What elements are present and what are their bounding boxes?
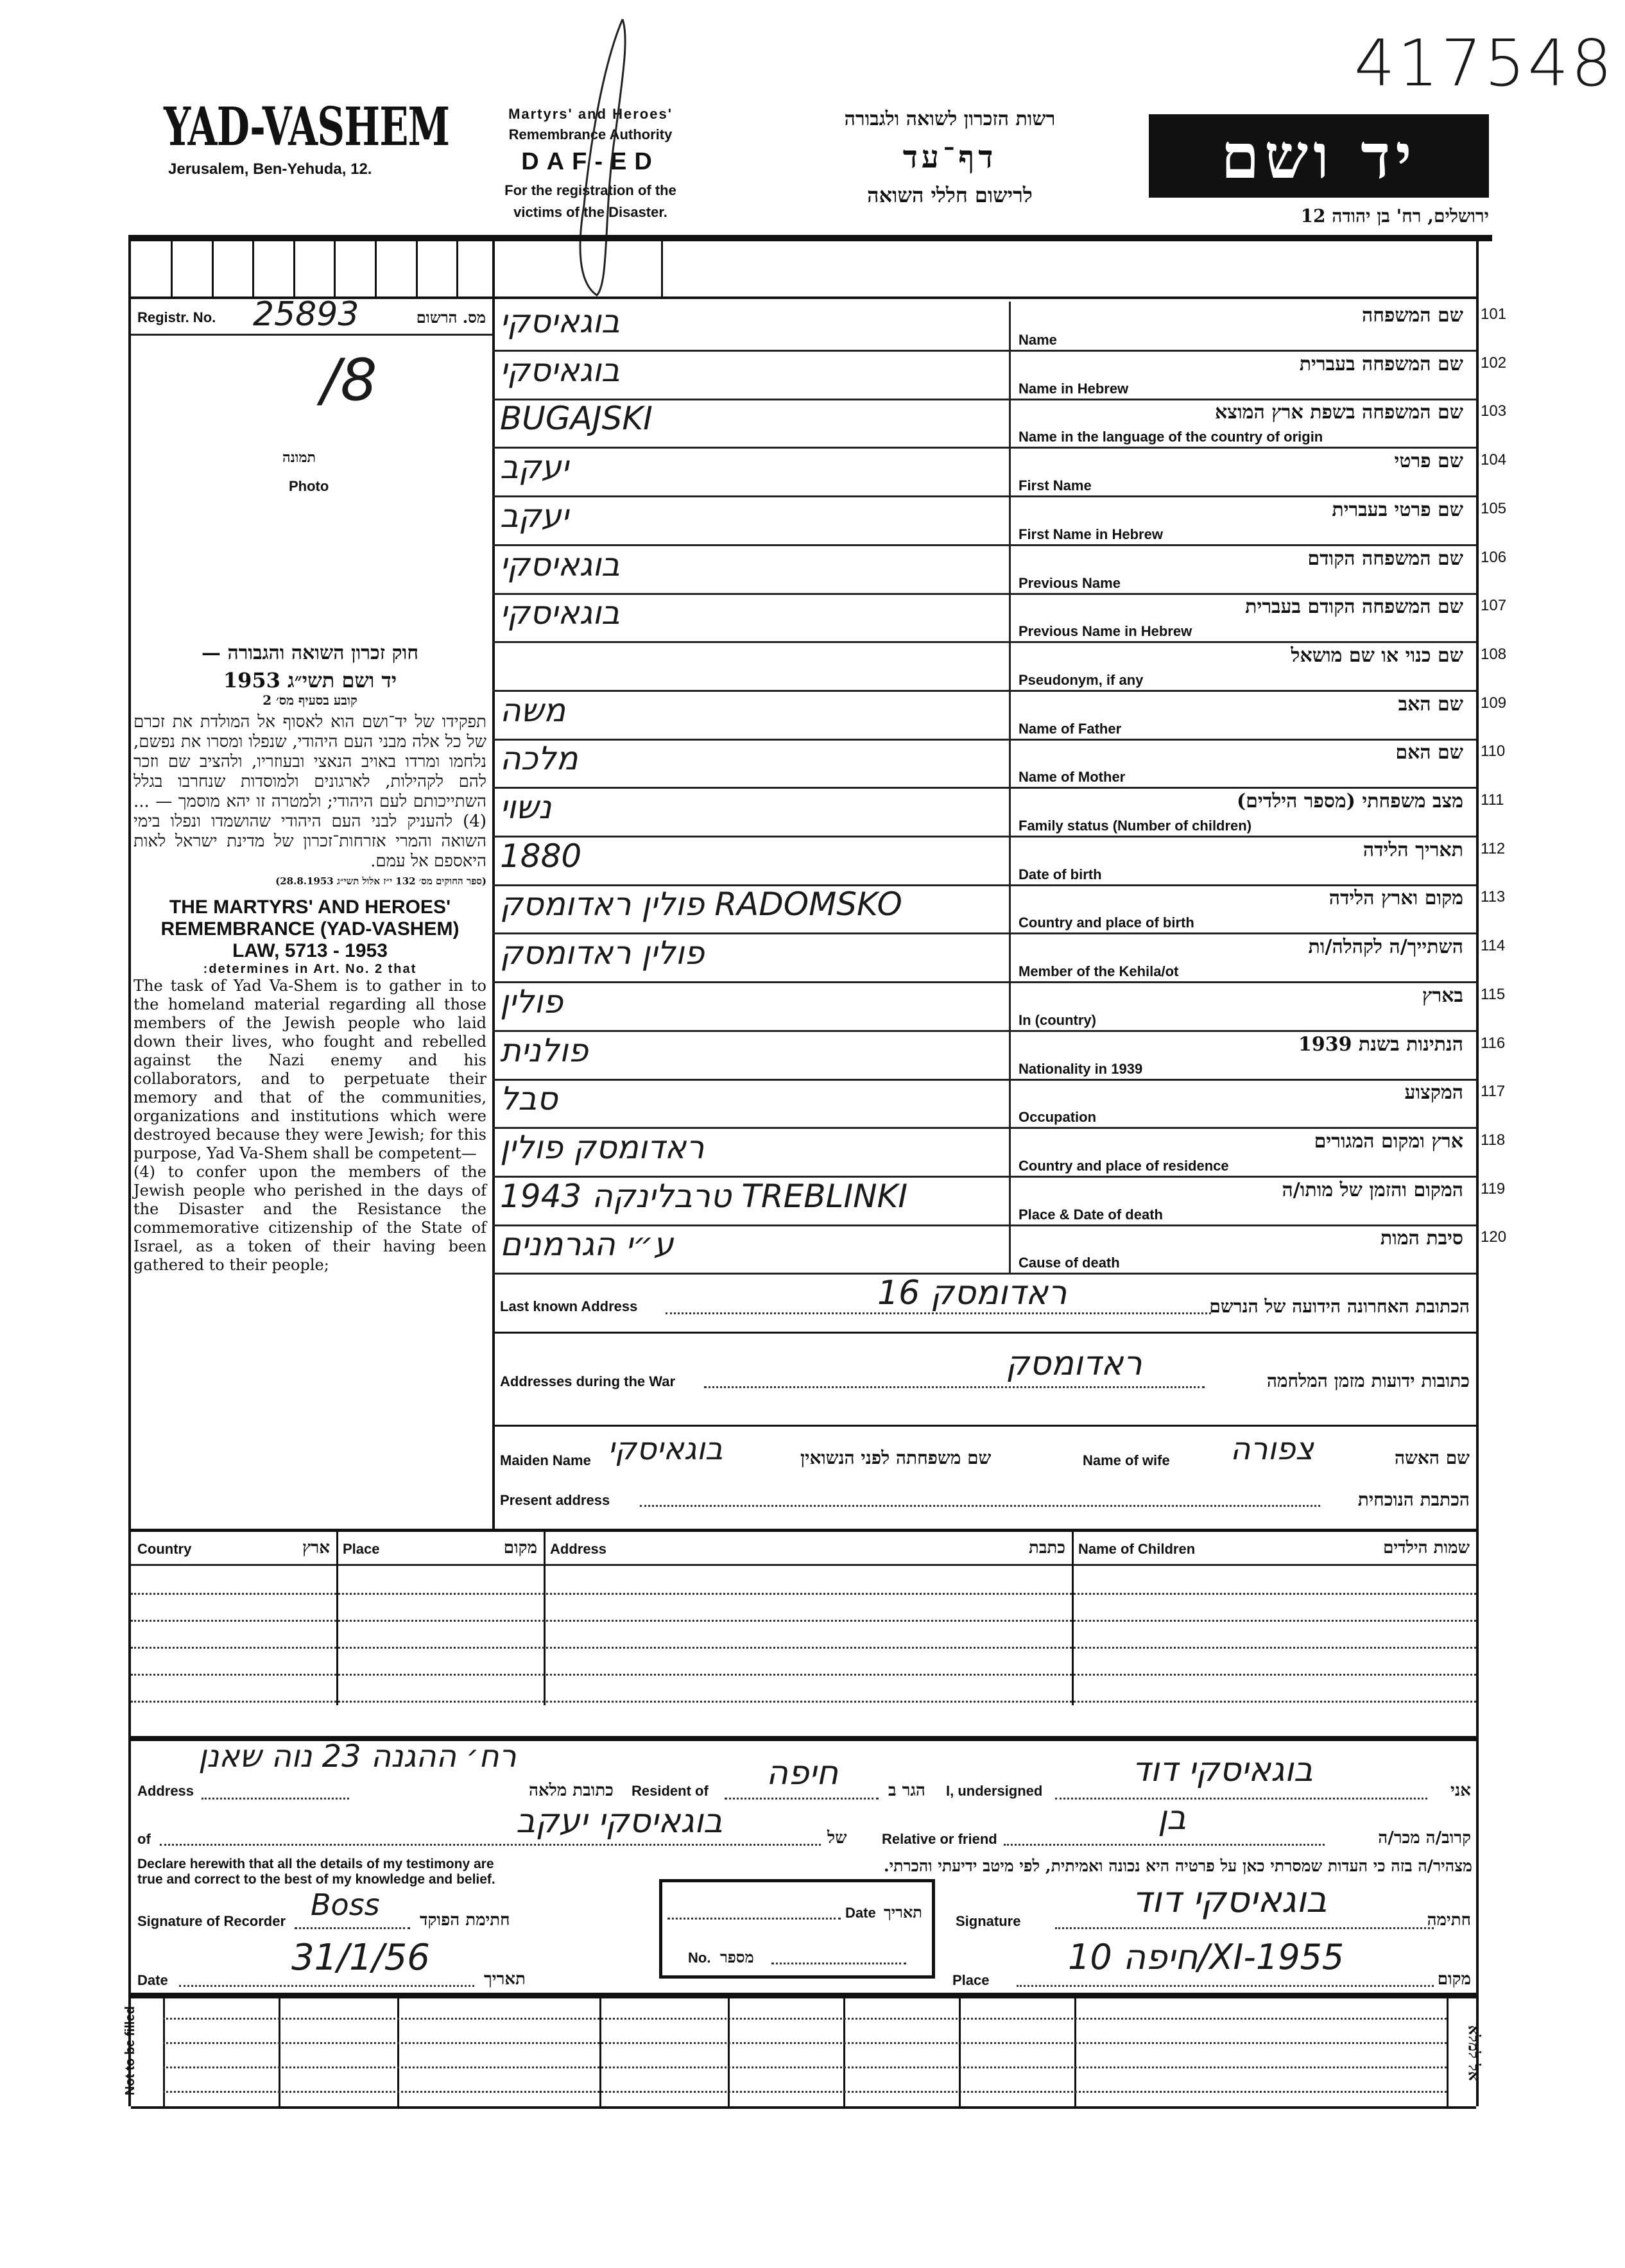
col-label-he: שמות הילדים (1383, 1538, 1470, 1558)
recorder-line (295, 1927, 410, 1929)
resident-value[interactable]: חיפה (766, 1754, 839, 1792)
office-label-he: אל למלא (1465, 2025, 1484, 2081)
divider (1009, 836, 1011, 884)
authority-he: רשות הזכרון לשואה ולגבורה (844, 108, 1056, 130)
place-value[interactable]: חיפה 10/XI-1955 (1068, 1937, 1345, 1977)
date-line (179, 1985, 474, 1987)
form-title-he: דף־עד (902, 139, 997, 175)
recorder-label-en: Signature of Recorder (137, 1913, 286, 1929)
field-row-101 (492, 302, 1507, 352)
resident-line (725, 1798, 879, 1800)
children-col-header (336, 1532, 544, 1566)
field-label-he: שם כנוי או שם מושאל (1291, 644, 1463, 667)
children-col-header (544, 1532, 1072, 1566)
field-label-he: סיבת המות (1380, 1227, 1463, 1250)
field-label-he: שם האב (1398, 692, 1463, 716)
divider (397, 1998, 399, 2106)
war-line (704, 1386, 1205, 1388)
field-label-he: מקום וארץ הלידה (1328, 887, 1463, 910)
war-label-en: Addresses during the War (500, 1373, 676, 1389)
undersigned-label-he: אני (1450, 1781, 1471, 1800)
field-number: 112 (1481, 839, 1506, 857)
field-label-en: Previous Name (1019, 574, 1121, 591)
divider (1009, 982, 1011, 1030)
field-label-en: Previous Name in Hebrew (1019, 623, 1192, 640)
code-box-divider (661, 239, 663, 298)
address-label-he: כתובת מלאה (529, 1781, 614, 1800)
field-value[interactable]: בוגאיסקי (500, 303, 620, 340)
divider (492, 1425, 1476, 1427)
address-line (202, 1798, 349, 1800)
office-row (163, 2042, 1447, 2044)
authority-line2: Remembrance Authority (508, 126, 673, 142)
field-row-103 (492, 399, 1507, 449)
divider (728, 1998, 730, 2106)
children-row[interactable] (131, 1647, 1476, 1649)
registration-label-he: מס. הרשום (416, 308, 486, 327)
field-value[interactable]: משה (500, 691, 566, 729)
box-no-label-en: No. (688, 1950, 711, 1966)
declare-text-he: מצהיר/ה בזה כי העדות שמסרתי כאן על פרטיה היא נכונה ואמיתית, לפי מיטב ידיעתי והכרתי. (883, 1857, 1472, 1875)
field-value[interactable]: בוגאיסקי (500, 546, 620, 583)
field-label-en: Pseudonym, if any (1019, 671, 1144, 688)
field-row-106 (492, 545, 1507, 595)
top-rule (128, 235, 1492, 241)
divider (1009, 787, 1011, 836)
present-label-he: הכתבת הנוכחית (1357, 1489, 1470, 1510)
divider (1009, 496, 1011, 544)
relative-label-en: Relative or friend (882, 1831, 997, 1847)
field-number: 108 (1481, 645, 1507, 663)
field-label-he: שם המשפחה בשפת ארץ המוצא (1215, 401, 1463, 424)
divider (1009, 350, 1011, 399)
pen-scribble (526, 13, 655, 302)
of-value[interactable]: בוגאיסקי יעקב (516, 1802, 723, 1841)
box-date-label-he: תאריך (884, 1903, 922, 1921)
box-no-line (771, 1963, 906, 1964)
place-line (1017, 1985, 1434, 1987)
field-label-en: Country and place of birth (1019, 915, 1194, 931)
field-row-113 (492, 884, 1506, 934)
field-label-he: המקצוע (1404, 1081, 1463, 1104)
photo-label-he: תמונה (282, 449, 316, 466)
field-number: 105 (1481, 499, 1507, 517)
declaration-section (131, 1741, 1476, 1991)
of-label-en: of (137, 1831, 151, 1847)
children-row[interactable] (131, 1701, 1476, 1703)
authority-line1: Martyrs' and Heroes' (508, 106, 673, 122)
field-label-he: שם פרטי (1394, 450, 1463, 473)
divider (599, 1998, 601, 2106)
address-label-en: Address (137, 1783, 194, 1799)
registration-subnumber: /8 (321, 347, 377, 414)
office-row (163, 2066, 1447, 2068)
field-row-112 (492, 836, 1506, 886)
field-number: 120 (1481, 1228, 1507, 1246)
last-known-line (666, 1312, 1211, 1314)
undersigned-label-en: I, undersigned (946, 1783, 1043, 1799)
resident-label-he: הגר ב (888, 1781, 925, 1800)
signature-line (1055, 1927, 1434, 1929)
col-label-he: ארץ (302, 1538, 330, 1558)
office-box (659, 1879, 935, 1979)
recorder-signature[interactable]: Boss (311, 1887, 380, 1922)
field-row-116 (492, 1031, 1506, 1081)
divider (1009, 1224, 1011, 1273)
field-value[interactable]: נשוי (500, 789, 552, 826)
org-address-en: Jerusalem, Ben-Yehuda, 12. (168, 160, 372, 178)
field-number: 104 (1481, 451, 1507, 469)
divider (336, 1532, 338, 1705)
field-value[interactable]: פולין (500, 983, 563, 1020)
field-row-117 (492, 1079, 1506, 1129)
field-label-en: First Name (1019, 477, 1092, 494)
form-title-en: DAF-ED (521, 148, 660, 175)
field-value[interactable]: BUGAJSKI (500, 400, 653, 438)
field-value[interactable]: ע״י הגרמנים (500, 1226, 674, 1264)
divider (1009, 593, 1011, 641)
code-box-divider (171, 239, 173, 298)
last-known-label-he: הכתובת האחרונה הידועה של הנרשם (1209, 1296, 1470, 1317)
photo-label-en: Photo (289, 478, 329, 494)
code-box-divider (212, 239, 214, 298)
code-box-divider (456, 239, 458, 298)
law-body-en-2: (4) to confer upon the members of the Jewish people who perished in the days of the Disaster and the Resistance the commemorative citizenship of the State of Israel, as a token of their having been gathered to their people; (133, 1163, 486, 1274)
field-label-en: In (country) (1019, 1011, 1096, 1028)
yad-vashem-logo (1149, 114, 1489, 198)
field-label-en: Date of birth (1019, 866, 1102, 882)
divider (1009, 691, 1011, 739)
law-body-en: The task of Yad Va-Shem is to gather in to the homeland material regarding all those members of the Jewish people who laid down their lives, who fought and rebelled against the Nazi enemy and his collaborators, and to perpetuate their memory and that of the communities, organizations and institutions which were destroyed because they were Jewish; for this purpose, Yad Va-Shem shall be competent— (133, 977, 486, 1162)
code-box-divider (416, 239, 418, 298)
divider (544, 1532, 546, 1705)
of-label-he: של (827, 1828, 847, 1848)
law-title-en-1: THE MARTYRS' AND HEROES' (169, 897, 451, 918)
divider (1009, 1079, 1011, 1127)
law-section (133, 642, 486, 1275)
field-value[interactable]: פולין ראדומסק (500, 934, 705, 972)
col-label-en: Name of Children (1078, 1541, 1196, 1557)
field-number: 116 (1481, 1034, 1506, 1052)
divider (843, 1998, 845, 2106)
divider (163, 1998, 165, 2106)
office-use-section (123, 1998, 1484, 2109)
field-number: 115 (1481, 985, 1506, 1003)
place-label-en: Place (952, 1972, 990, 1988)
divider (492, 1332, 1476, 1334)
org-title-en: YAD-VASHEM (164, 96, 450, 158)
field-row-105 (492, 496, 1507, 546)
last-known-label-en: Last known Address (500, 1298, 638, 1314)
field-value[interactable]: בוגאיסקי (500, 594, 620, 632)
archive-number: 417548 (1354, 26, 1615, 101)
purpose-line2: victims of the Disaster. (513, 204, 667, 220)
field-label-he: ארץ ומקום המגורים (1314, 1130, 1463, 1153)
box-date-line (667, 1918, 841, 1920)
code-box-divider (334, 239, 336, 298)
maiden-label-he: שם משפחתה לפני הנשואין (800, 1447, 992, 1468)
divider (1009, 739, 1011, 787)
divider (1009, 642, 1011, 690)
box-date-label-en: Date (845, 1905, 876, 1921)
law-title-en-2: REMEMBRANCE (YAD-VASHEM) (160, 918, 460, 940)
divider (1009, 545, 1011, 593)
purpose-line1: For the registration of the (504, 182, 676, 198)
field-label-he: בארץ (1422, 984, 1463, 1007)
field-label-en: Country and place of residence (1019, 1157, 1229, 1174)
law-subtitle-en: :determines in Art. No. 2 that (203, 962, 417, 976)
col-label-en: Country (137, 1541, 192, 1557)
field-number: 119 (1481, 1180, 1506, 1198)
field-label-he: השתייך/ה לקהלה/ות (1308, 936, 1463, 959)
war-value[interactable]: ראדומסק (1006, 1344, 1142, 1383)
field-label-he: שם המשפחה (1361, 304, 1463, 327)
field-label-he: שם המשפחה הקודם (1307, 547, 1463, 570)
signature-label-en: Signature (956, 1913, 1021, 1929)
divider (1009, 933, 1011, 981)
divider (279, 1998, 280, 2106)
registration-row (131, 295, 492, 336)
law-body-he: תפקידו של יד־ושם הוא לאסוף אל המולדת את זכרם של כל אלה מבני העם היהודי, שנפלו ומסרו את נפשם, נלחמו ומרדו באויב הנאצי ובעוזריו, ולהציב שם וזכר להם לקהילות, לארגונים ולמוסדות שנחרבו בגלל השתייכותם לעם היהודי; ולמטרה זו יהא מוסמך — ...(4) להעניק לבני העם היהודי שהושמדו ונפלו בימי השואה והמרי אזרחות־זכרון של מדינת ישראל לאות היאספם אל עמם. (133, 712, 486, 871)
field-row-111 (492, 787, 1504, 838)
undersigned-line (1055, 1798, 1427, 1800)
col-label-en: Place (343, 1541, 380, 1557)
logo-text: יד ושם (1221, 119, 1417, 193)
address-section (492, 1274, 1476, 1531)
declare-text-en: Declare herewith that all the details of my testimony are true and correct to the best of my knowledge and belief. (137, 1857, 495, 1887)
divider (1009, 1128, 1011, 1176)
field-label-en: Name in Hebrew (1019, 380, 1129, 397)
field-row-108 (492, 642, 1507, 692)
law-title-en-3: LAW, 5713 - 1953 (232, 940, 388, 961)
law-source-he: (ספר החוקים מס׳ 132 י״ז אלול תשי״ג 28.8.1953) (275, 875, 486, 887)
field-label-he: שם המשפחה הקודם בעברית (1245, 596, 1463, 619)
last-known-value[interactable]: ראדומסק 16 (877, 1274, 1067, 1312)
children-table (131, 1532, 1476, 1712)
resident-label-en: Resident of (632, 1783, 709, 1799)
field-label-en: Place & Date of death (1019, 1206, 1163, 1223)
declarant-signature[interactable]: בוגאיסקי דוד (1132, 1879, 1327, 1921)
code-box-divider (375, 239, 377, 298)
office-row (163, 2091, 1447, 2093)
field-number: 118 (1481, 1131, 1506, 1149)
wife-label-he: שם האשה (1394, 1447, 1470, 1468)
recorder-date[interactable]: 31/1/56 (291, 1937, 430, 1979)
field-label-en: Name in the language of the country of origin (1019, 429, 1323, 445)
of-line (160, 1844, 821, 1846)
divider (1447, 1998, 1449, 2106)
field-label-en: First Name in Hebrew (1019, 526, 1163, 542)
field-number: 106 (1481, 548, 1507, 566)
wife-label-en: Name of wife (1083, 1452, 1170, 1468)
col-label-en: Address (550, 1541, 607, 1557)
divider (1009, 302, 1011, 350)
purpose-he: לרישום חללי השואה (867, 183, 1033, 207)
field-number: 101 (1481, 305, 1507, 323)
field-label-en: Member of the Kehila/ot (1019, 963, 1179, 980)
field-number: 103 (1481, 402, 1507, 420)
relative-label-he: קרוב/ה מכר/ה (1378, 1828, 1471, 1848)
field-value[interactable]: TREBLINKI טרבלינקה 1943 (500, 1177, 908, 1215)
divider (1074, 1998, 1076, 2106)
field-value[interactable] (500, 643, 1004, 688)
not-to-be-filled-label: Not to be filled (123, 2006, 137, 2095)
divider (959, 1998, 961, 2106)
field-row-107 (492, 593, 1507, 643)
registration-number: 25893 (253, 295, 359, 334)
date-label-he: תאריך (484, 1970, 526, 1989)
divider (1072, 1532, 1074, 1705)
field-number: 102 (1481, 354, 1507, 372)
field-value[interactable]: יעקב (500, 449, 569, 486)
divider (1009, 399, 1011, 447)
field-value[interactable]: מלכה (500, 740, 578, 778)
box-no-label-he: מספר (720, 1948, 754, 1966)
field-number: 113 (1481, 888, 1506, 906)
field-value[interactable]: פולנית (500, 1031, 589, 1069)
present-line (640, 1505, 1320, 1507)
form-right-border (1476, 239, 1479, 2106)
field-label-he: שם המשפחה בעברית (1299, 352, 1463, 375)
address-he: ירושלים, רח' בן יהודה 12 (1300, 205, 1489, 227)
registration-label-en: Registr. No. (137, 309, 216, 325)
relative-line (1004, 1844, 1325, 1846)
field-row-118 (492, 1128, 1506, 1178)
field-row-120 (492, 1224, 1507, 1275)
recorder-label-he: חתימת הפוקד (420, 1911, 510, 1930)
field-row-102 (492, 350, 1507, 400)
field-label-en: Family status (Number of children) (1019, 818, 1252, 834)
field-value[interactable]: ראדומסק פולין (500, 1128, 705, 1166)
field-label-he: תאריך הלידה (1363, 838, 1463, 861)
children-col-header (131, 1532, 336, 1566)
col-label-he: כתבת (1029, 1538, 1065, 1558)
field-label-en: Cause of death (1019, 1255, 1120, 1271)
divider (1009, 884, 1011, 932)
maiden-value[interactable]: בוגאיסקי (608, 1431, 723, 1467)
field-label-en: Occupation (1019, 1109, 1097, 1126)
field-value[interactable]: יעקב (500, 497, 569, 535)
field-number: 110 (1481, 743, 1506, 760)
present-label-en: Present address (500, 1492, 610, 1508)
field-value[interactable]: בוגאיסקי (500, 351, 620, 389)
children-row[interactable] (131, 1593, 1476, 1595)
field-number: 109 (1481, 694, 1507, 712)
field-label-en: Name (1019, 332, 1057, 348)
field-row-104 (492, 447, 1507, 497)
code-box-divider (293, 239, 295, 298)
field-number: 107 (1481, 597, 1507, 615)
field-row-109 (492, 691, 1507, 741)
office-row (163, 2018, 1447, 2020)
col-label-he: מקום (503, 1538, 537, 1558)
field-row-114 (492, 933, 1506, 983)
code-box-divider (252, 239, 254, 298)
war-label-he: כתובות ידועות מזמן המלחמה (1266, 1370, 1470, 1391)
law-subtitle-he: קובע בסעיף מס׳ 2 (262, 692, 357, 708)
field-number: 117 (1481, 1083, 1506, 1101)
office-top-rule (128, 1993, 1479, 1998)
relative-value[interactable]: בן (1158, 1799, 1187, 1837)
divider (1009, 1176, 1011, 1224)
field-row-119 (492, 1176, 1506, 1226)
signature-label-he: חתימה (1427, 1911, 1471, 1930)
maiden-label-en: Maiden Name (500, 1452, 591, 1468)
divider (1009, 447, 1011, 495)
divider (1009, 1031, 1011, 1079)
declarant-address-value[interactable]: רח׳ ההגנה 23 נוה שאנן (198, 1739, 517, 1774)
field-value[interactable]: RADOMSKO פולין ראדומסק (500, 886, 902, 924)
field-label-he: מצב משפחתי (מספר הילדים) (1236, 790, 1463, 812)
field-label-he: המקום והזמן של מותו/ה (1282, 1178, 1463, 1201)
children-row[interactable] (131, 1674, 1476, 1676)
law-title-he-2: יד ושם תשי״ג 1953 (223, 668, 397, 692)
field-label-he: הנתינות בשנת 1939 (1298, 1033, 1463, 1056)
field-number: 111 (1481, 791, 1504, 809)
undersigned-value[interactable]: בוגאיסקי דוד (1132, 1751, 1313, 1789)
field-label-en: Nationality in 1939 (1019, 1060, 1143, 1077)
field-label-en: Name of Mother (1019, 769, 1126, 786)
field-row-110 (492, 739, 1506, 789)
law-title-he-1: חוק זכרון השואה והגבורה — (202, 642, 418, 664)
field-label-he: שם האם (1395, 741, 1463, 764)
date-label-en: Date (137, 1972, 168, 1988)
field-label-en: Name of Father (1019, 720, 1122, 737)
field-number: 114 (1481, 937, 1506, 955)
wife-value[interactable]: צפורה (1230, 1431, 1314, 1467)
field-row-115 (492, 982, 1506, 1032)
authority-he-block (783, 108, 1117, 207)
field-label-he: שם פרטי בעברית (1332, 498, 1463, 521)
children-row[interactable] (131, 1620, 1476, 1622)
children-col-header (1072, 1532, 1476, 1566)
field-value[interactable]: 1880 (500, 837, 582, 875)
place-label-he: מקום (1437, 1970, 1471, 1989)
field-value[interactable]: סבל (500, 1080, 558, 1118)
